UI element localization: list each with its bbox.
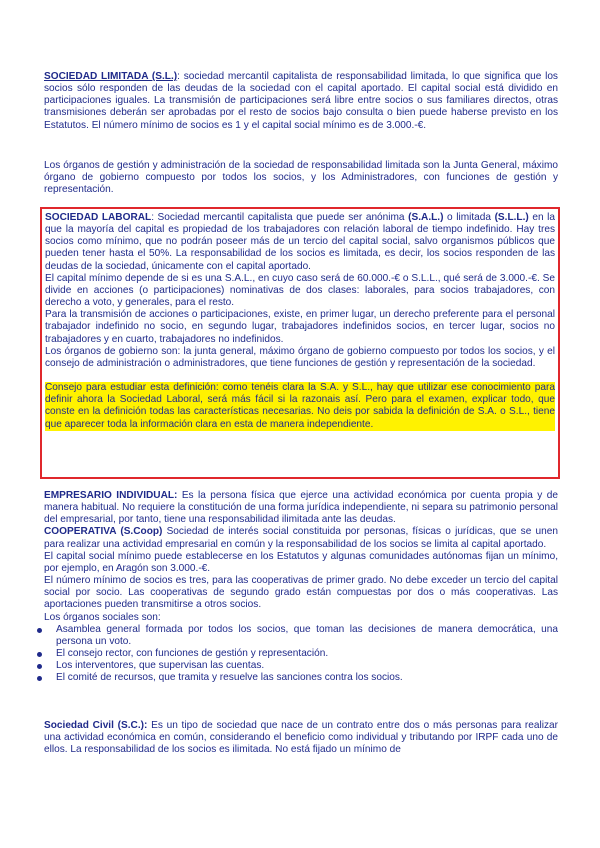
- bullet-icon: [37, 664, 42, 669]
- sl-title: SOCIEDAD LIMITADA (S.L.): [44, 71, 178, 82]
- laboral-box: [40, 207, 560, 479]
- list-item: [44, 648, 558, 660]
- laboral-paragraph-2: El capital mínimo depende de si es una S.A.L., en cuyo caso será de 60.000.-€ o S.L.L., qué será de 3.000.-€. Se divide en acciones (o participaciones) nominativas de dos clases: laborales, para socios trabajadores, con derecho a voto, y generales, para el resto.: [45, 272, 555, 309]
- laboral-intro-a: : Sociedad mercantil capitalista que puede ser anónima: [151, 212, 409, 223]
- empresario-paragraph: [44, 490, 558, 526]
- sl-body: : sociedad mercantil capitalista de responsabilidad limitada, lo que significa que los socios sólo responden de las deudas de la sociedad con el capital aportado. El capital social está dividido en participaciones iguales. La transmisión de participaciones será libre entre socios o sus familiares directos, otras transmisiones deberán ser aprobadas por el resto de socios bajo consulta o bien puede haberse previsto en los Estatutos. El número mínimo de socios es 1 y el capital social mínimo es de 3.000.-€.: [44, 71, 558, 131]
- list-item: [44, 672, 558, 684]
- cooperativa-paragraph-2: El capital social mínimo puede establecerse en los Estatutos y algunas comunidades autónomas fijan un mínimo, por ejemplo, en Aragón son 3.000.-€.: [44, 550, 558, 574]
- sl-organs-paragraph: Los órganos de gestión y administración de la sociedad de responsabilidad limitada son la Junta General, máximo órgano de gobierno compuesto por todos los socios, y los Administradores, con funciones de gestión y representación.: [44, 160, 558, 196]
- laboral-intro-b: o limitada: [443, 212, 495, 223]
- laboral-title: SOCIEDAD LABORAL: [45, 212, 152, 223]
- bullet-icon: [37, 652, 42, 657]
- organ-item-text: Asamblea general formada por todos los socios, que toman las decisiones de manera democrática, una persona un voto.: [56, 623, 558, 647]
- laboral-sal: (S.A.L.): [408, 212, 444, 223]
- laboral-sll: (S.L.L.): [494, 212, 529, 223]
- civil-title: Sociedad Civil (S.C.):: [44, 720, 148, 731]
- sl-organs-section: [44, 160, 558, 196]
- study-tip: Consejo para estudiar esta definición: como tenéis clara la S.A. y S.L., hay que utilizar ese conocimiento para definir ahora la Sociedad Laboral, será más fácil si la razonais así. Pero para el examen, explicar todo, que conste en la definición todas las características necesarias. No deis por sabida la definición de S.A. o S.L., tiene que aparecer toda la información clara en esta de manera independiente.: [45, 382, 555, 430]
- civil-section: [44, 720, 558, 756]
- empresario-section: [44, 490, 558, 685]
- list-item: [44, 624, 558, 648]
- laboral-paragraph-4: Los órganos de gobierno son: la junta general, máximo órgano de gobierno compuesto por todos los socios, y el consejo de administración o administradores, que tiene funciones de gestión y representación de la sociedad.: [45, 345, 555, 369]
- cooperativa-paragraph-3: El número mínimo de socios es tres, para las cooperativas de primer grado. No debe exceder un tercio del capital social por socio. Las cooperativas de segundo grado están compuestas por dos o más cooperativas. Las aportaciones pueden transmitirse a otros socios.: [44, 575, 558, 611]
- laboral-paragraph-1: [45, 212, 555, 273]
- bullet-icon: [37, 628, 42, 633]
- cooperativa-organs-label: Los órganos sociales son:: [44, 611, 161, 623]
- empresario-body: Es la persona física que ejerce una actividad económica por cuenta propia y de manera habitual. No requiere la constitución de una forma jurídica independiente, ni separa su patrimonio personal del empresarial, por tanto, tiene una responsabilidad ilimitada ante las deudas.: [44, 490, 558, 526]
- list-item: [44, 660, 558, 672]
- sl-paragraph: [44, 71, 558, 132]
- cooperativa-title: COOPERATIVA (S.Coop): [44, 526, 163, 538]
- organ-item-text: El comité de recursos, que tramita y resuelve las sanciones contra los socios.: [56, 672, 403, 684]
- bullet-icon: [37, 676, 42, 681]
- cooperativa-body: Sociedad de interés social constituida por personas, físicas o jurídicas, que se unen para realizar una actividad empresarial en común y la responsabilidad de los socios se limita al capital aportado.: [44, 526, 558, 550]
- organ-item-text: El consejo rector, con funciones de gestión y representación.: [56, 648, 329, 660]
- civil-paragraph: [44, 720, 558, 756]
- laboral-intro-c: en la que la mayoría del capital es propiedad de los trabajadores con relación laboral de tiempo indefinido. Hay tres socios como mínimo, que no podrán poseer más de un tercio del capital social, salvo organismos públicos que pueden tener hasta el 50%. La responsabilidad de los socios es limitada, es decir, los socios responden de las deudas de la sociedad, únicamente con el capital aportado.: [45, 212, 555, 272]
- laboral-paragraph-3: Para la transmisión de acciones o participaciones, existe, en primer lugar, un derecho preferente para el personal trabajador indefinido no socio, en segundo lugar, trabajadores indefinidos socios, en tercer lugar, socios no trabajadores y en cuarto, trabajadores no indefinidos.: [45, 309, 555, 345]
- cooperativa-paragraph: [44, 526, 558, 550]
- civil-body: Es un tipo de sociedad que nace de un contrato entre dos o más personas para realizar una actividad económica en común, considerando el beneficio como individual y tributando por IRPF cada uno de ellos. La responsabilidad de los socios es ilimitada. No está fijado un mínimo de: [44, 720, 559, 756]
- organ-item-text: Los interventores, que supervisan las cuentas.: [56, 660, 265, 672]
- sl-section: [44, 71, 558, 132]
- empresario-title: EMPRESARIO INDIVIDUAL:: [44, 490, 178, 501]
